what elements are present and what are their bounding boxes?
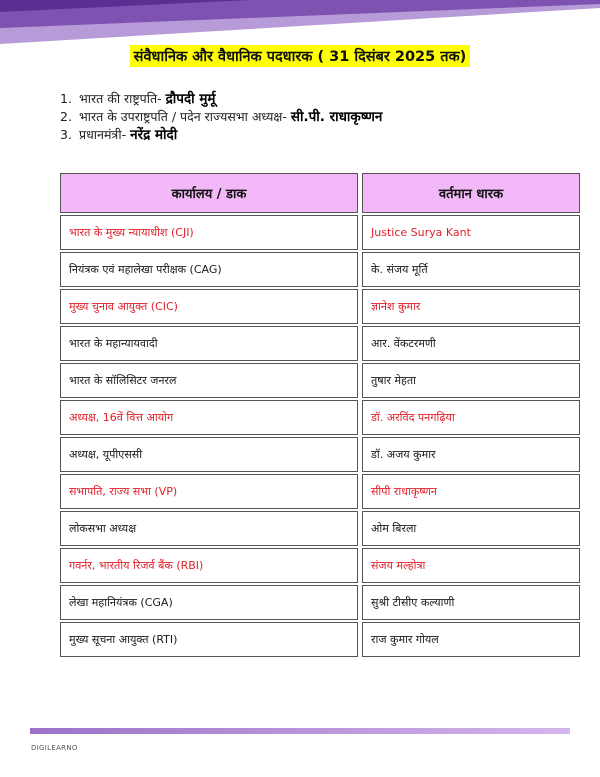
office-cell: नियंत्रक एवं महालेखा परीक्षक (CAG) xyxy=(60,252,358,287)
table-row xyxy=(60,622,580,657)
table-row xyxy=(60,289,580,324)
holder-cell: ओम बिरला xyxy=(362,511,580,546)
intro-label: भारत की राष्ट्रपति- xyxy=(78,91,162,106)
office-cell: भारत के मुख्य न्यायाधीश (CJI) xyxy=(60,215,358,250)
office-cell: लोकसभा अध्यक्ष xyxy=(60,511,358,546)
office-cell: लेखा महानियंत्रक (CGA) xyxy=(60,585,358,620)
page-title-container xyxy=(0,45,600,67)
holder-cell: डॉ. अजय कुमार xyxy=(362,437,580,472)
office-cell: मुख्य चुनाव आयुक्त (CIC) xyxy=(60,289,358,324)
holder-cell: ज्ञानेश कुमार xyxy=(362,289,580,324)
holder-cell: सुश्री टीसीए कल्याणी xyxy=(362,585,580,620)
office-cell: भारत के महान्यायवादी xyxy=(60,326,358,361)
table-row xyxy=(60,252,580,287)
page-title: संवैधानिक और वैधानिक पदधारक ( 31 दिसंबर 2025 तक) xyxy=(130,45,471,67)
table-row xyxy=(60,400,580,435)
table-header-row xyxy=(60,173,580,213)
office-cell: भारत के सॉलिसिटर जनरल xyxy=(60,363,358,398)
office-cell: मुख्य सूचना आयुक्त (RTI) xyxy=(60,622,358,657)
intro-label: भारत के उपराष्ट्रपति / पदेन राज्यसभा अध्यक्ष- xyxy=(78,109,287,124)
table-row xyxy=(60,215,580,250)
office-cell: सभापति, राज्य सभा (VP) xyxy=(60,474,358,509)
intro-number: 1. xyxy=(60,91,72,106)
holder-cell: संजय मल्होत्रा xyxy=(362,548,580,583)
intro-value: सी.पी. राधाकृष्णन xyxy=(290,109,383,125)
table-row xyxy=(60,363,580,398)
officeholders-table xyxy=(60,173,580,659)
table-row xyxy=(60,437,580,472)
holder-cell: के. संजय मूर्ति xyxy=(362,252,580,287)
footer-brand: DIGILEARNO xyxy=(31,744,78,752)
intro-number: 2. xyxy=(60,109,72,124)
footer-divider xyxy=(30,728,570,734)
holder-cell: आर. वेंकटरमणी xyxy=(362,326,580,361)
table-row xyxy=(60,511,580,546)
intro-label: प्रधानमंत्री- xyxy=(78,127,127,142)
table-row xyxy=(60,548,580,583)
office-cell: अध्यक्ष, 16वें वित्त आयोग xyxy=(60,400,358,435)
table-body xyxy=(60,215,580,657)
holder-cell: तुषार मेहता xyxy=(362,363,580,398)
intro-value: द्रौपदी मुर्मू xyxy=(165,91,216,107)
holder-cell: राज कुमार गोयल xyxy=(362,622,580,657)
table-row xyxy=(60,326,580,361)
intro-item-president xyxy=(60,90,382,108)
holder-cell: सीपी राधाकृष्णन xyxy=(362,474,580,509)
header-office: कार्यालय / डाक xyxy=(60,173,358,213)
table-row xyxy=(60,474,580,509)
header-decoration xyxy=(0,0,600,50)
holder-cell: Justice Surya Kant xyxy=(362,215,580,250)
intro-value: नरेंद्र मोदी xyxy=(130,127,178,143)
intro-item-vice-president xyxy=(60,108,382,126)
intro-number: 3. xyxy=(60,127,72,142)
office-cell: गवर्नर, भारतीय रिजर्व बैंक (RBI) xyxy=(60,548,358,583)
table-row xyxy=(60,585,580,620)
intro-list xyxy=(60,90,382,144)
intro-item-prime-minister xyxy=(60,126,382,144)
header-holder: वर्तमान धारक xyxy=(362,173,580,213)
holder-cell: डॉ. अरविंद पनगढ़िया xyxy=(362,400,580,435)
office-cell: अध्यक्ष, यूपीएससी xyxy=(60,437,358,472)
